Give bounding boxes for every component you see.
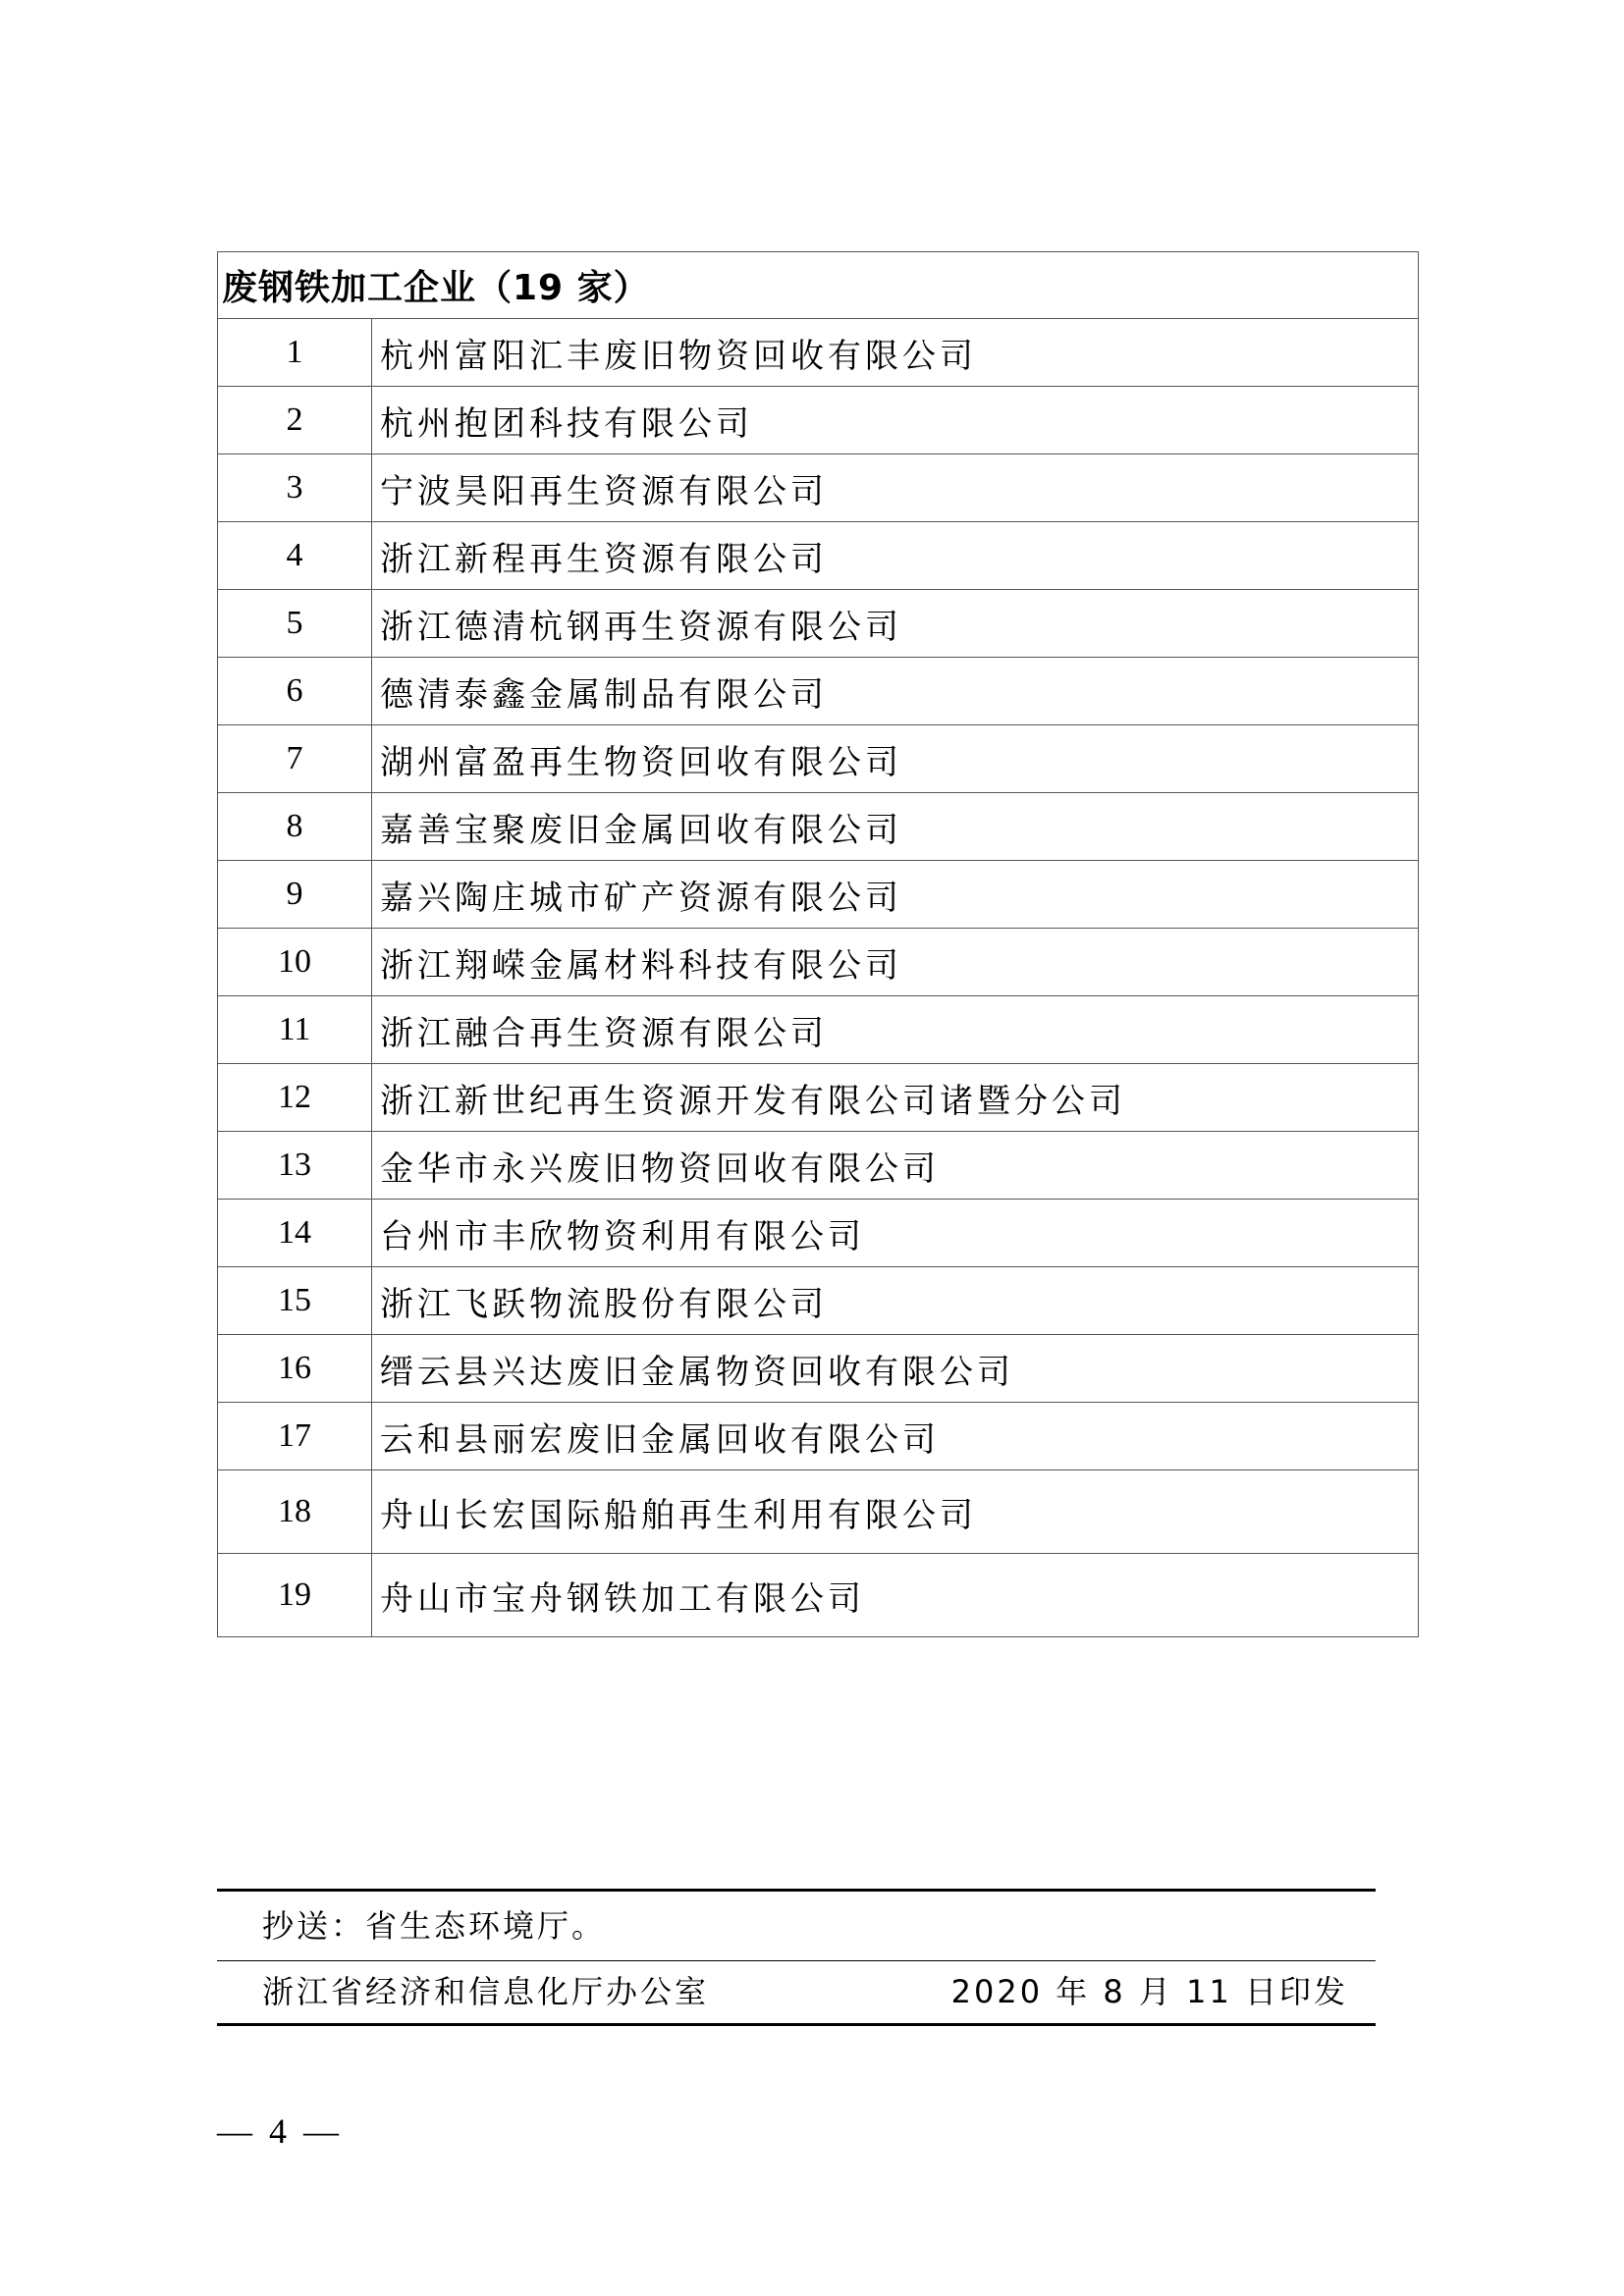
document-footer bbox=[217, 1889, 1376, 2026]
row-number: 6 bbox=[218, 658, 372, 725]
company-name: 舟山市宝舟钢铁加工有限公司 bbox=[372, 1554, 1419, 1637]
issuer-line bbox=[217, 1961, 1376, 2023]
enterprise-list-table bbox=[217, 251, 1419, 1637]
table-row bbox=[218, 1335, 1419, 1403]
table-row bbox=[218, 522, 1419, 590]
table-row bbox=[218, 1470, 1419, 1554]
company-name: 舟山长宏国际船舶再生利用有限公司 bbox=[372, 1470, 1419, 1554]
table-row bbox=[218, 590, 1419, 658]
row-number: 13 bbox=[218, 1132, 372, 1200]
page-number: — 4 — bbox=[217, 2111, 343, 2151]
company-name: 杭州抱团科技有限公司 bbox=[372, 387, 1419, 454]
company-name: 湖州富盈再生物资回收有限公司 bbox=[372, 725, 1419, 793]
table-row bbox=[218, 658, 1419, 725]
table-row bbox=[218, 996, 1419, 1064]
table-row bbox=[218, 319, 1419, 387]
row-number: 10 bbox=[218, 929, 372, 996]
table-row bbox=[218, 1064, 1419, 1132]
company-name: 浙江融合再生资源有限公司 bbox=[372, 996, 1419, 1064]
company-name: 浙江飞跃物流股份有限公司 bbox=[372, 1267, 1419, 1335]
section-title: 废钢铁加工企业（19 家） bbox=[218, 252, 1419, 319]
table-row bbox=[218, 929, 1419, 996]
row-number: 9 bbox=[218, 861, 372, 929]
company-name: 云和县丽宏废旧金属回收有限公司 bbox=[372, 1403, 1419, 1470]
company-name: 台州市丰欣物资利用有限公司 bbox=[372, 1200, 1419, 1267]
company-name: 浙江新程再生资源有限公司 bbox=[372, 522, 1419, 590]
company-name: 缙云县兴达废旧金属物资回收有限公司 bbox=[372, 1335, 1419, 1403]
table-row bbox=[218, 793, 1419, 861]
table-row bbox=[218, 1132, 1419, 1200]
row-number: 17 bbox=[218, 1403, 372, 1470]
footer-bottom-rule bbox=[217, 2023, 1376, 2026]
table-row bbox=[218, 725, 1419, 793]
row-number: 16 bbox=[218, 1335, 372, 1403]
row-number: 19 bbox=[218, 1554, 372, 1637]
row-number: 4 bbox=[218, 522, 372, 590]
row-number: 1 bbox=[218, 319, 372, 387]
cc-line: 抄送：省生态环境厅。 bbox=[262, 1907, 607, 1945]
table-row bbox=[218, 1403, 1419, 1470]
row-number: 2 bbox=[218, 387, 372, 454]
row-number: 11 bbox=[218, 996, 372, 1064]
row-number: 18 bbox=[218, 1470, 372, 1554]
row-number: 3 bbox=[218, 454, 372, 522]
table-row bbox=[218, 387, 1419, 454]
row-number: 8 bbox=[218, 793, 372, 861]
company-name: 嘉兴陶庄城市矿产资源有限公司 bbox=[372, 861, 1419, 929]
company-name: 金华市永兴废旧物资回收有限公司 bbox=[372, 1132, 1419, 1200]
issue-date: 2020 年 8 月 11 日印发 bbox=[950, 1973, 1348, 2010]
row-number: 7 bbox=[218, 725, 372, 793]
company-name: 宁波昊阳再生资源有限公司 bbox=[372, 454, 1419, 522]
company-name: 杭州富阳汇丰废旧物资回收有限公司 bbox=[372, 319, 1419, 387]
company-name: 嘉善宝聚废旧金属回收有限公司 bbox=[372, 793, 1419, 861]
company-name: 德清泰鑫金属制品有限公司 bbox=[372, 658, 1419, 725]
table-row bbox=[218, 1200, 1419, 1267]
company-name: 浙江翔嵘金属材料科技有限公司 bbox=[372, 929, 1419, 996]
table-row bbox=[218, 454, 1419, 522]
table-row bbox=[218, 1267, 1419, 1335]
row-number: 12 bbox=[218, 1064, 372, 1132]
company-name: 浙江新世纪再生资源开发有限公司诸暨分公司 bbox=[372, 1064, 1419, 1132]
table-section-header bbox=[218, 252, 1419, 319]
row-number: 14 bbox=[218, 1200, 372, 1267]
company-name: 浙江德清杭钢再生资源有限公司 bbox=[372, 590, 1419, 658]
issuer-name: 浙江省经济和信息化厅办公室 bbox=[262, 1973, 710, 2010]
table-row bbox=[218, 1554, 1419, 1637]
table-row bbox=[218, 861, 1419, 929]
row-number: 15 bbox=[218, 1267, 372, 1335]
row-number: 5 bbox=[218, 590, 372, 658]
